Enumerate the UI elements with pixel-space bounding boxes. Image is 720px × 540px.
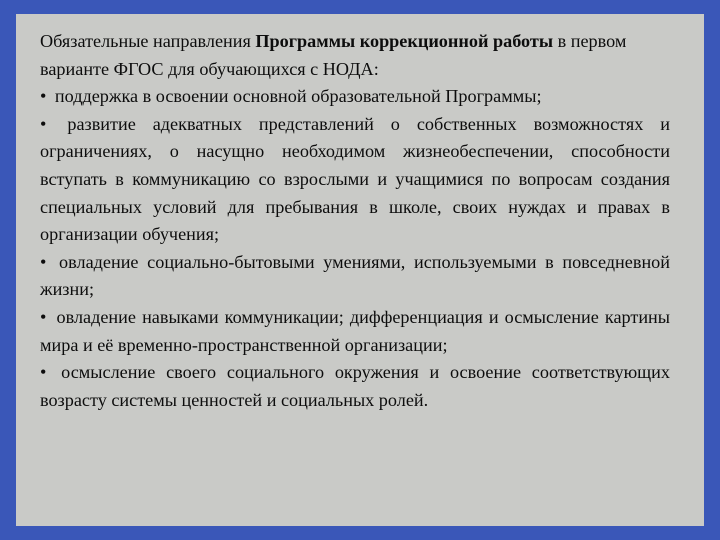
bullet-text: поддержка в освоении основной образовательной Программы; [54, 86, 542, 107]
bullet-item-5 [40, 359, 670, 414]
bullet-icon: • [40, 362, 47, 383]
text-block [40, 28, 670, 414]
program-title: Программы коррекционной работы [255, 31, 554, 51]
bullet-icon: • [40, 251, 47, 272]
bullet-icon: • [40, 113, 47, 134]
bullet-icon: • [40, 306, 47, 327]
bullet-text: осмысление своего социального окружения и освоение соответствующих возрасту системы ценностей и социальных ролей. [40, 362, 670, 410]
bullet-text: развитие адекватных представлений о собственных возможностях и ограничениях, о насущно необходимом жизнеобеспечении, способности вступать в коммуникацию со взрослыми и учащимися по вопросам создания специальных условий для пребывания в школе, своих нуждах и правах в организации обучения; [40, 113, 670, 245]
bullet-item-2 [40, 111, 670, 249]
bullet-item-3 [40, 249, 670, 304]
bullet-text: овладение социально-бытовыми умениями, используемыми в повседневной жизни; [40, 251, 671, 300]
bullet-item-1 [40, 83, 670, 111]
intro-suffix: в первом варианте ФГОС для обучающихся с НОДА: [40, 31, 627, 79]
content-panel [16, 14, 704, 526]
bullet-text: овладение навыками коммуникации; дифференциация и осмысление картины мира и её временно-пространственной организации; [40, 306, 671, 355]
bullet-icon: • [40, 86, 47, 107]
intro-paragraph [40, 28, 670, 83]
intro-prefix: Обязательные направления [40, 31, 256, 51]
bullet-item-4 [40, 304, 670, 359]
